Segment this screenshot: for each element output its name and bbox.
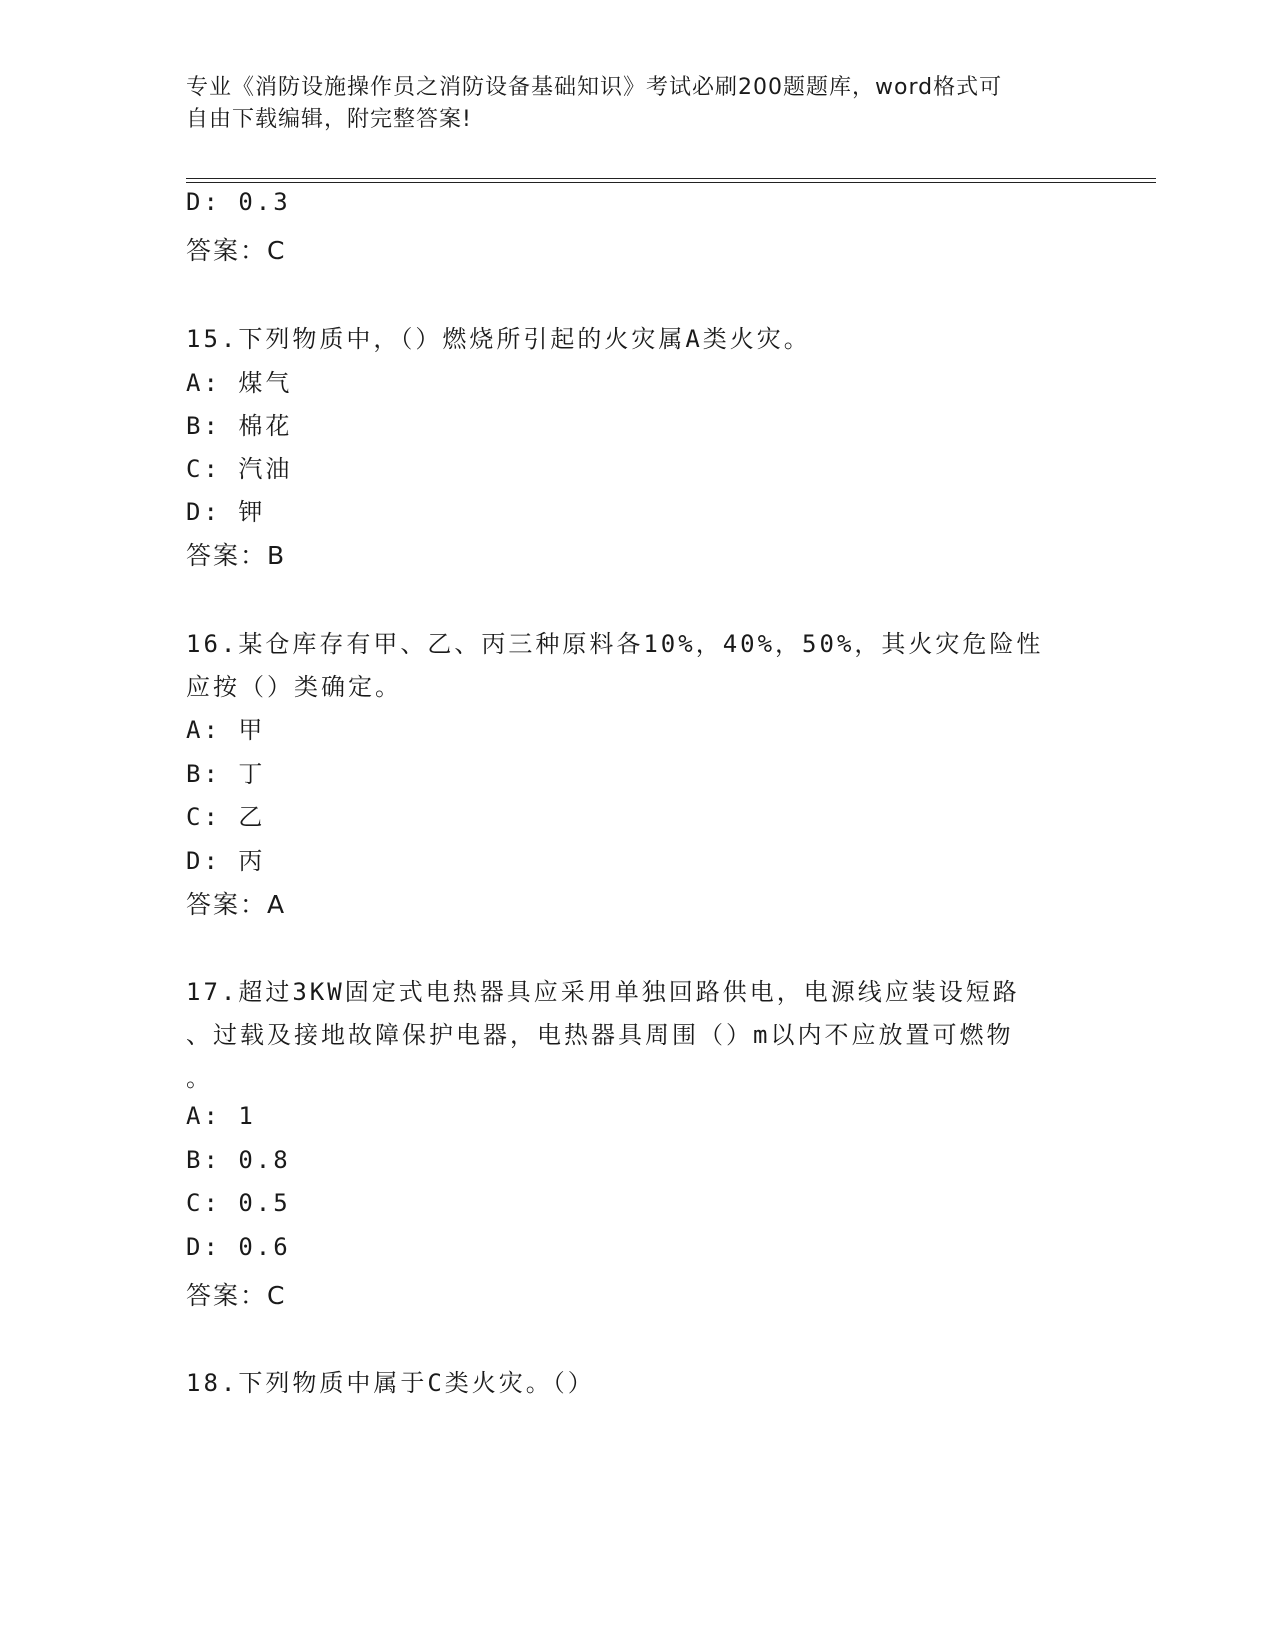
option-line: D: 钾 <box>186 498 266 526</box>
question-16-cont: 应按（）类确定。 <box>186 673 402 701</box>
option-line: A: 煤气 <box>186 369 293 397</box>
question-17: 17.超过3KW固定式电热器具应采用单独回路供电，电源线应装设短路 <box>186 978 1020 1006</box>
header-rule-top <box>186 178 1156 179</box>
option-line: D: 丙 <box>186 847 266 875</box>
option-line: B: 棉花 <box>186 412 293 440</box>
option-line: B: 0.8 <box>186 1146 291 1174</box>
option-line: A: 甲 <box>186 716 266 744</box>
option-line: A: 1 <box>186 1102 256 1130</box>
header-line-2: 自由下载编辑，附完整答案! <box>186 107 472 132</box>
header-line-1: 专业《消防设施操作员之消防设备基础知识》考试必刷200题题库，word格式可 <box>186 75 1003 100</box>
question-18: 18.下列物质中属于C类火灾。（） <box>186 1369 595 1397</box>
option-line: C: 乙 <box>186 803 266 831</box>
document-header <box>186 72 1086 136</box>
question-17-end: 。 <box>186 1064 213 1092</box>
question-15: 15.下列物质中，（）燃烧所引起的火灾属A类火灾。 <box>186 325 811 353</box>
option-line: D: 0.3 <box>186 188 291 216</box>
header-rule-bottom <box>186 182 1156 183</box>
question-16: 16.某仓库存有甲、乙、丙三种原料各10%，40%，50%，其火灾危险性 <box>186 630 1044 658</box>
option-line: D: 0.6 <box>186 1233 291 1261</box>
answer-line: 答案：C <box>186 1281 287 1310</box>
answer-line: 答案：A <box>186 890 287 919</box>
answer-line: 答案：C <box>186 236 287 265</box>
question-17-cont: 、过载及接地故障保护电器，电热器具周围（）m以内不应放置可燃物 <box>186 1021 1014 1049</box>
option-line: B: 丁 <box>186 760 266 788</box>
option-line: C: 汽油 <box>186 455 293 483</box>
option-line: C: 0.5 <box>186 1189 291 1217</box>
answer-line: 答案：B <box>186 541 287 570</box>
